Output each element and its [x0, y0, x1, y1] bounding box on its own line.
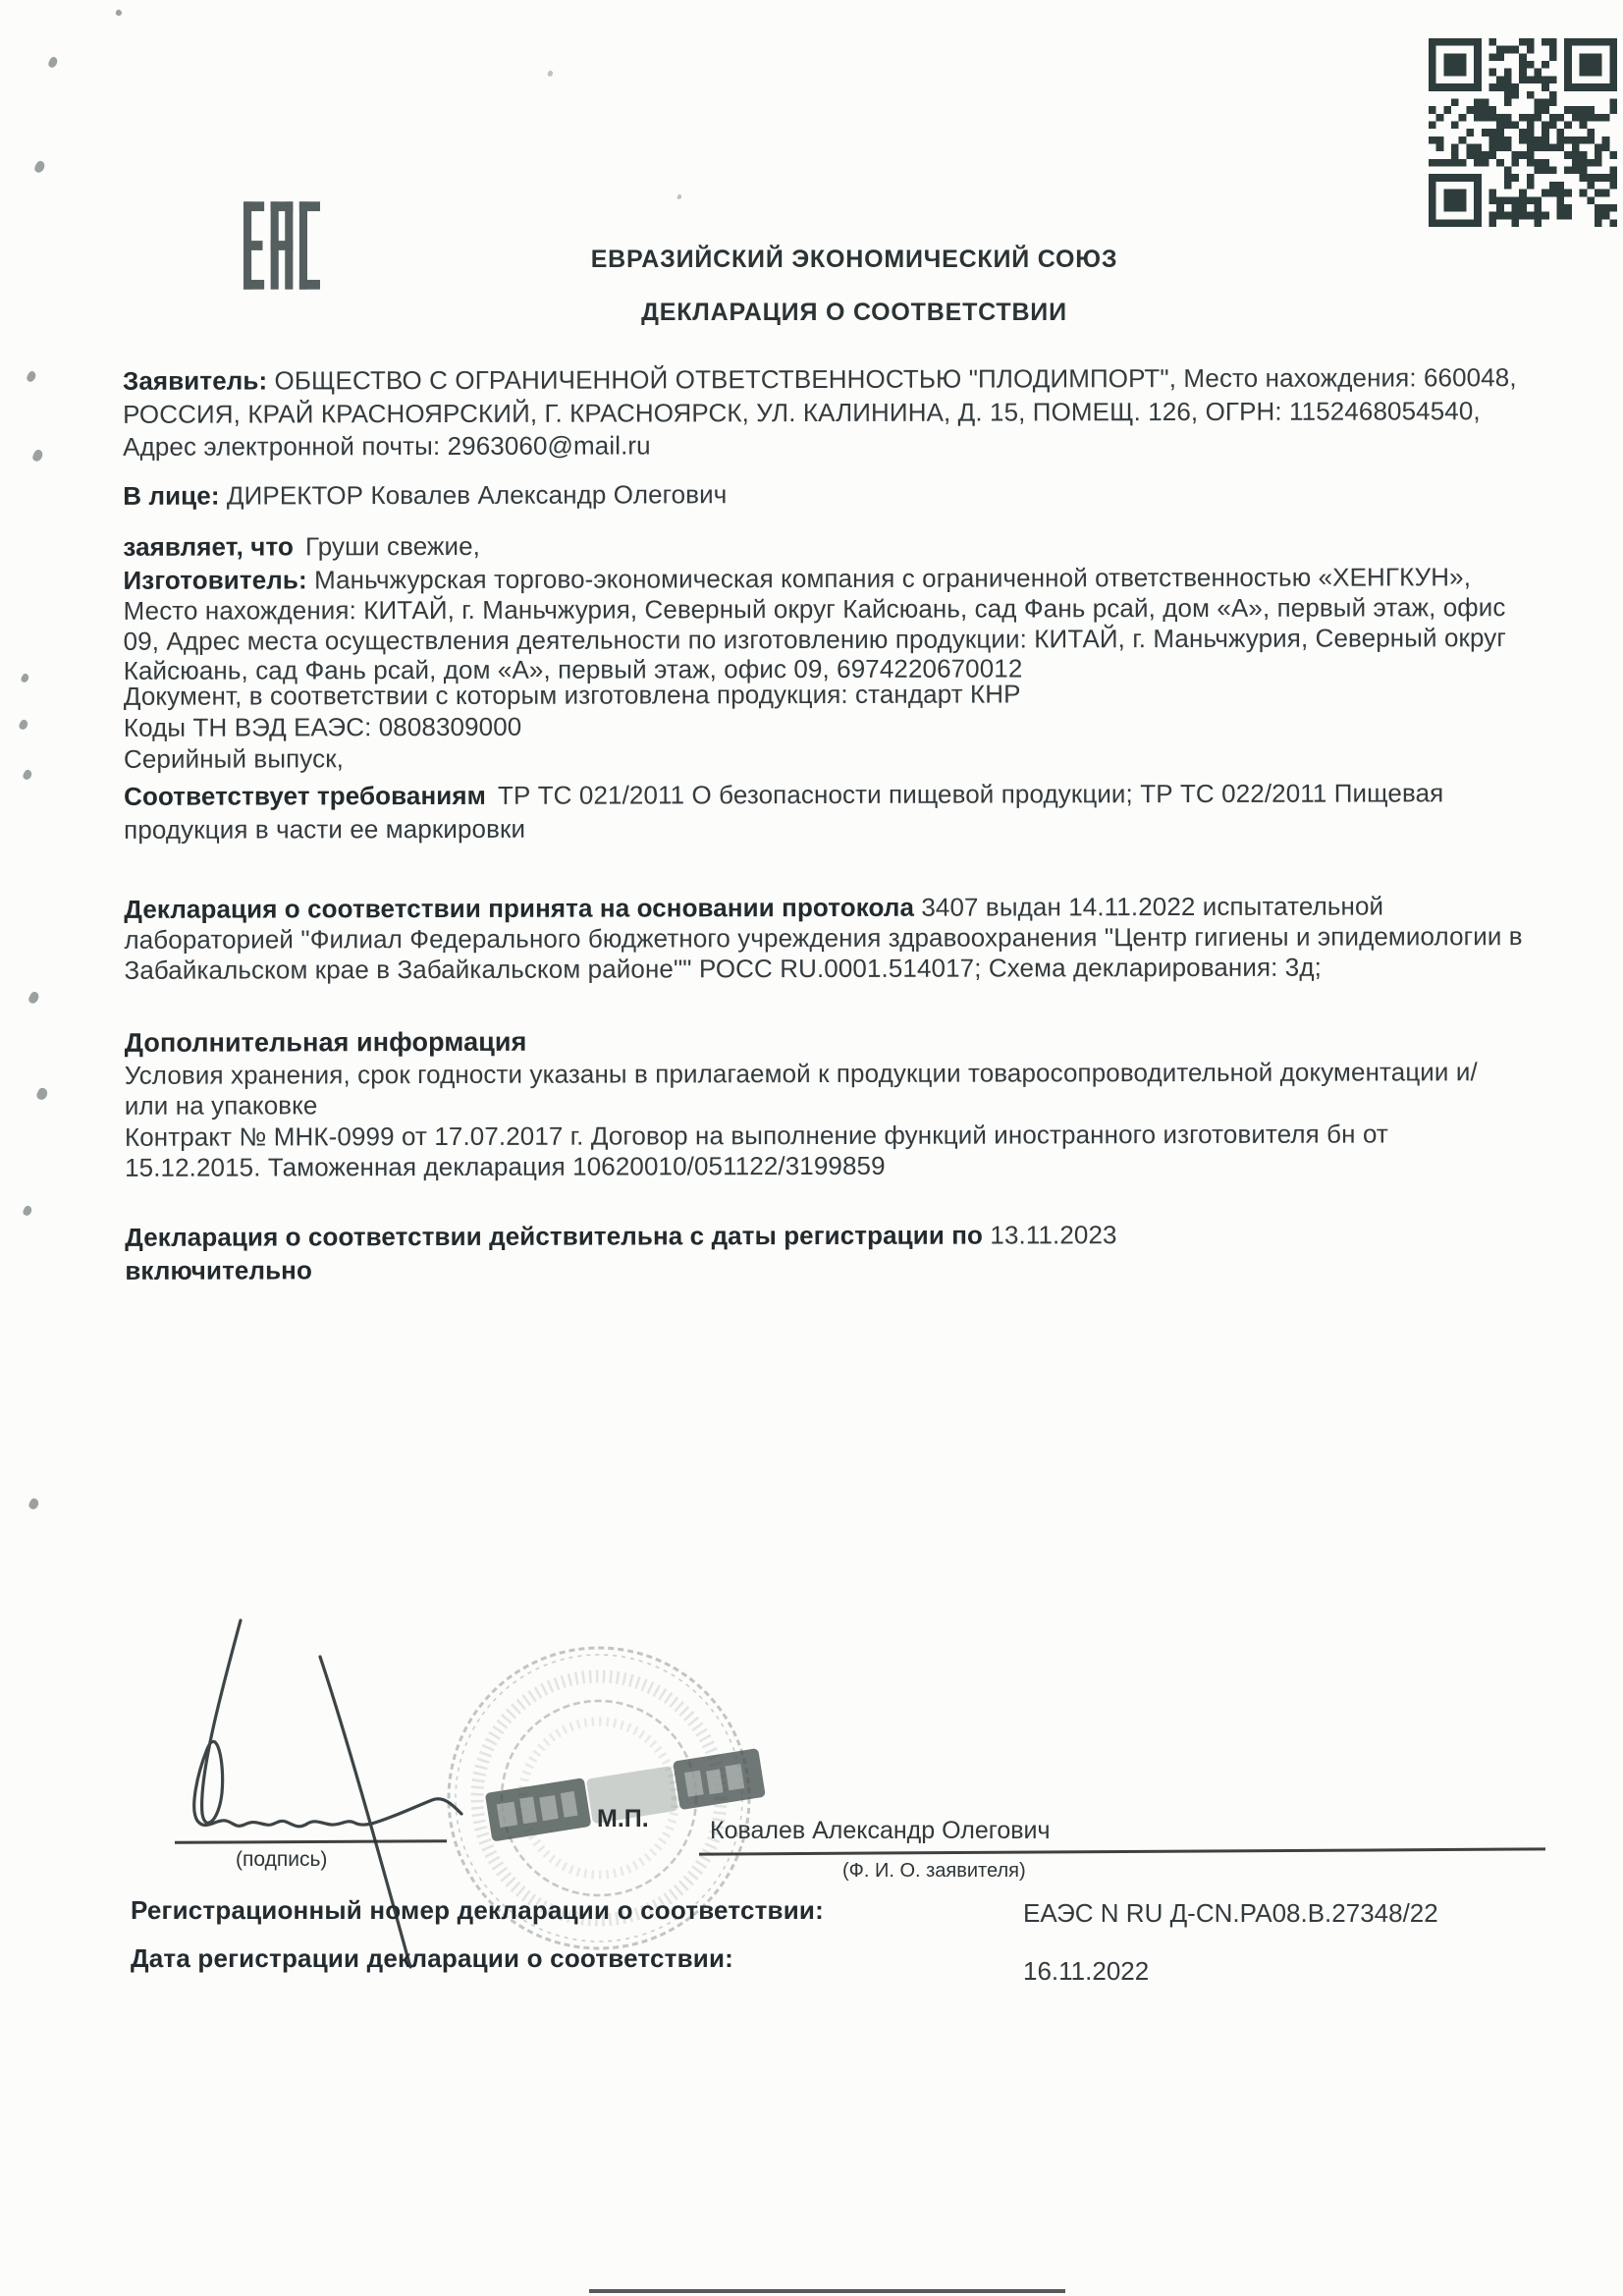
signature-caption: (подпись) [236, 1848, 328, 1871]
in-person-text: ДИРЕКТОР Ковалев Александр Олегович [219, 479, 728, 511]
conforms-paragraph [124, 777, 1526, 847]
manufacturer-label: Изготовитель: [123, 565, 307, 595]
validity-suffix: включительно [125, 1254, 312, 1285]
union-name: ЕВРАЗИЙСКИЙ ЭКОНОМИЧЕСКИЙ СОЮЗ [590, 246, 1118, 273]
signature [137, 1566, 727, 1998]
manufacturer-paragraph [123, 562, 1525, 686]
fio-caption: (Ф. И. О. заявителя) [842, 1860, 1026, 1882]
in-person-label: В лице: [123, 480, 220, 511]
declares-label: заявляет, что [123, 531, 294, 562]
conforms-text: ТР ТС 021/2011 О безопасности пищевой продукции; ТР ТС 022/2011 Пищевая продукция в части ее маркировки [124, 778, 1444, 845]
stamp-place-label: М.П. [597, 1805, 649, 1832]
registration-number-label: Регистрационный номер декларации о соответствии: [131, 1895, 824, 1925]
manufacturer-text: Маньчжурская торгово-экономическая компания с ограниченной ответственностью «ХЕНГКУН», Место нахождения: КИТАЙ, г. Маньчжурия, Северный округ Кайсюань, сад Фань рсай, дом «А», первый этаж, офис 09, Адрес места осуществления деятельности по изготовлению продукции: КИТАЙ, г. Маньчжурия, Северный округ Кайсюань, сад Фань рсай, дом «А», первый этаж, офис 09, 6974220670012 [123, 562, 1506, 686]
registration-number-value: ЕАЭС N RU Д-CN.РА08.В.27348/22 [1023, 1898, 1438, 1928]
document-title: ДЕКЛАРАЦИЯ О СООТВЕТСТВИИ [641, 299, 1067, 326]
basis-label: Декларация о соответствии принята на основании протокола [124, 892, 915, 924]
applicant-label: Заявитель: [122, 365, 268, 396]
product-name: Груши свежие, [304, 530, 480, 562]
storage-conditions-line: Условия хранения, срок годности указаны в прилагаемой к продукции товаросопроводительной документации и/ или на упаковке [124, 1057, 1478, 1121]
basis-paragraph [124, 891, 1526, 985]
document-standard-line: Документ, в соответствии с которым изготовлена продукция: стандарт КНР [123, 679, 1021, 711]
registration-date-label: Дата регистрации декларации о соответствии: [131, 1943, 734, 1973]
validity-paragraph [125, 1218, 1527, 1287]
applicant-fio: Ковалев Александр Олегович [710, 1817, 1051, 1844]
registration-date-value: 16.11.2022 [1023, 1956, 1150, 1986]
in-person-paragraph [123, 476, 1525, 513]
basis-text: 3407 выдан 14.11.2022 испытательной лабораторией "Филиал Федерального бюджетного учреждения здравоохранения "Центр гигиены и эпидемиологии в Забайкальском крае в Забайкальском районе"" РОСС RU.0001.514017; Схема декларирования: 3д; [124, 891, 1523, 985]
tnved-code-line: Коды ТН ВЭД ЕАЭС: 0808309000 [123, 711, 522, 742]
additional-info-heading: Дополнительная информация [124, 1026, 527, 1058]
validity-date: 13.11.2023 [990, 1220, 1117, 1250]
applicant-text: ОБЩЕСТВО С ОГРАНИЧЕННОЙ ОТВЕТСТВЕННОСТЬЮ "ПЛОДИМПОРТ", Место нахождения: 660048, РОССИЯ, КРАЙ КРАСНОЯРСКИЙ, Г. КРАСНОЯРСК, УЛ. КАЛИНИНА, Д. 15, ПОМЕЩ. 126, ОГРН: 1152468054540, Адрес электронной почты: 2963060@mail.ru [123, 362, 1517, 462]
validity-label: Декларация о соответствии действительна с даты регистрации по [125, 1220, 991, 1252]
conforms-label: Соответствует требованиям [124, 780, 486, 811]
scan-edge-mark [589, 2289, 1065, 2293]
serial-release-line: Серийный выпуск, [123, 743, 345, 774]
declares-paragraph [123, 527, 1525, 564]
contract-line: Контракт № МНК-0999 от 17.07.2017 г. Договор на выполнение функций иностранного изготовителя бн от 15.12.2015. Таможенная декларация 10620010/051122/3199859 [124, 1119, 1388, 1182]
applicant-paragraph [123, 361, 1525, 464]
